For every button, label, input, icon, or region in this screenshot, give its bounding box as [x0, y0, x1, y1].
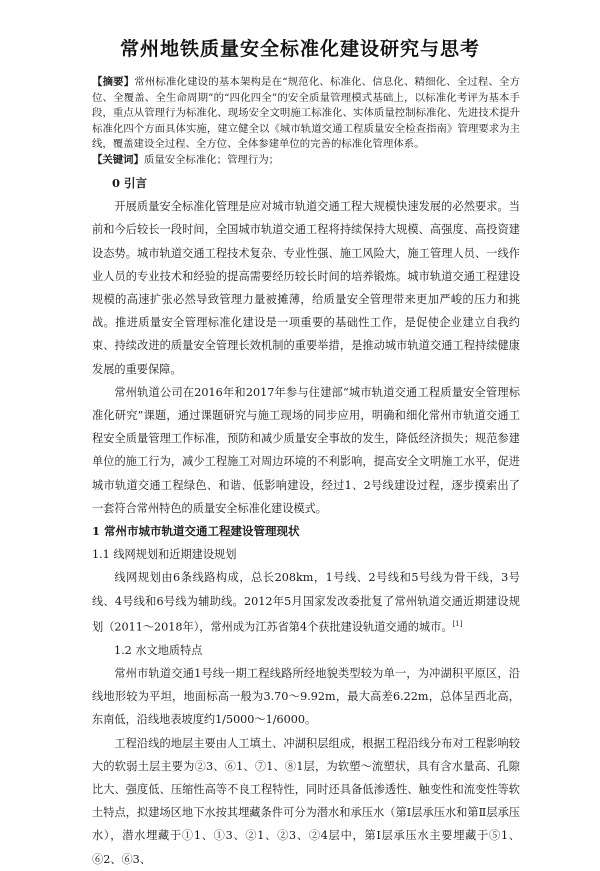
keywords-label: 【关键词】	[92, 153, 144, 166]
keywords-line	[92, 153, 520, 169]
section-1-2-heading: 1.2 水文地质特点	[114, 643, 203, 657]
intro-paragraph-1: 开展质量安全标准化管理是应对城市轨道交通工程大规模快速发展的必然要求。当前和今后较长一段时间，全国城市轨道交通工程将持续保持大规模、高强度、高投资建设态势。城市轨道交通工程技术复杂、专业性强、施工风险大，施工管理人员、一线作业人员的专业技术和经验的提高需要经历较长时间的培养锻炼。城市轨道交通工程建设规模的高速扩张必然导致管理力量被摊薄，给质量安全管理带来更加严峻的压力和挑战。推进质量安全管理标准化建设是一项重要的基础性工作，是促使企业建立自我约束、持续改进的质量安全管理长效机制的重要举措，是推动城市轨道交通工程持续健康发展的重要保障。	[92, 200, 520, 376]
section-1-1-paragraph	[92, 566, 520, 638]
intro-heading: 0 引言	[112, 176, 148, 190]
section-1-2-paragraph-1: 常州市轨道交通1号线一期工程线路所经地貌类型较为单一，为冲湖积平原区，沿线地形较为平坦，地面标高一般为3.70～9.92m，最大高差6.22m，总体呈西北高，东南低，沿线地表坡度约1/5000～1/6000。	[92, 667, 520, 727]
section-1-1-text: 线网规划由6条线路构成，总长208km，1号线、2号线和5号线为骨干线，3号线、4号线和6号线为辅助线。2012年5月国家发改委批复了常州轨道交通近期建设规划（2011～2018年），常州成为江苏省第4个获批建设轨道交通的城市。	[92, 571, 520, 634]
paper-title: 常州地铁质量安全标准化建设研究与思考	[119, 38, 480, 60]
intro-paragraph-2: 常州轨道公司在2016年和2017年参与住建部“城市轨道交通工程质量安全管理标准化研究”课题，通过课题研究与施工现场的同步应用，明确和细化常州市轨道交通工程安全质量管理工作标准，预防和减少质量安全事故的发生，降低经济损失；规范参建单位的施工行为，减少工程施工对周边环境的不利影响，提高安全文明施工水平，促进城市轨道交通工程绿色、和谐、低影响建设，经过1、2号线建设过程，逐步摸索出了一套符合常州特色的质量安全标准化建设模式。	[92, 385, 520, 515]
section-1-heading: 1 常州市城市轨道交通工程建设管理现状	[92, 524, 300, 539]
section-1-1-heading: 1.1 线网规划和近期建设规划	[92, 548, 237, 562]
abstract-text: 常州标准化建设的基本架构是在“规范化、标准化、信息化、精细化、全过程、全方位、全覆盖、全生命周期”的“四化四全”的安全质量管理模式基础上，以标准化考评为基本手段，重点从管理行为标准化、现场安全文明施工标准化、实体质量控制标准化、先进技术提升标准化四个方面具体实施，建立健全以《城市轨道交通工程质量安全检查指南》管理要求为主线，覆盖建设全过程、全方位、全体参建单位的完善的标准化管理体系。	[92, 76, 521, 151]
abstract-label: 【摘要】	[92, 76, 135, 88]
abstract-paragraph	[92, 75, 520, 153]
citation-marker: [1]	[452, 619, 463, 628]
keywords-text: 质量安全标准化；管理行为；	[143, 153, 280, 166]
body-text	[92, 172, 520, 871]
section-1-2-paragraph-2: 工程沿线的地层主要由人工填土、冲湖积层组成，根据工程沿线分布对工程影响较大的软弱土层主要为②3、⑥1、⑦1、⑧1层，为软塑～流塑状，具有含水量高、孔隙比大、强度低、压缩性高等不良工程特性，同时还具备低渗透性、触变性和流变性等软土特点，拟建场区地下水按其埋藏条件可分为潜水和承压水（第Ⅰ层承压水和第Ⅱ层承压水），潜水埋藏于①1、①3、②1、②3、②4层中，第Ⅰ层承压水主要埋藏于⑤1、⑥2、⑥3、	[92, 736, 520, 866]
abstract-block	[92, 75, 520, 169]
